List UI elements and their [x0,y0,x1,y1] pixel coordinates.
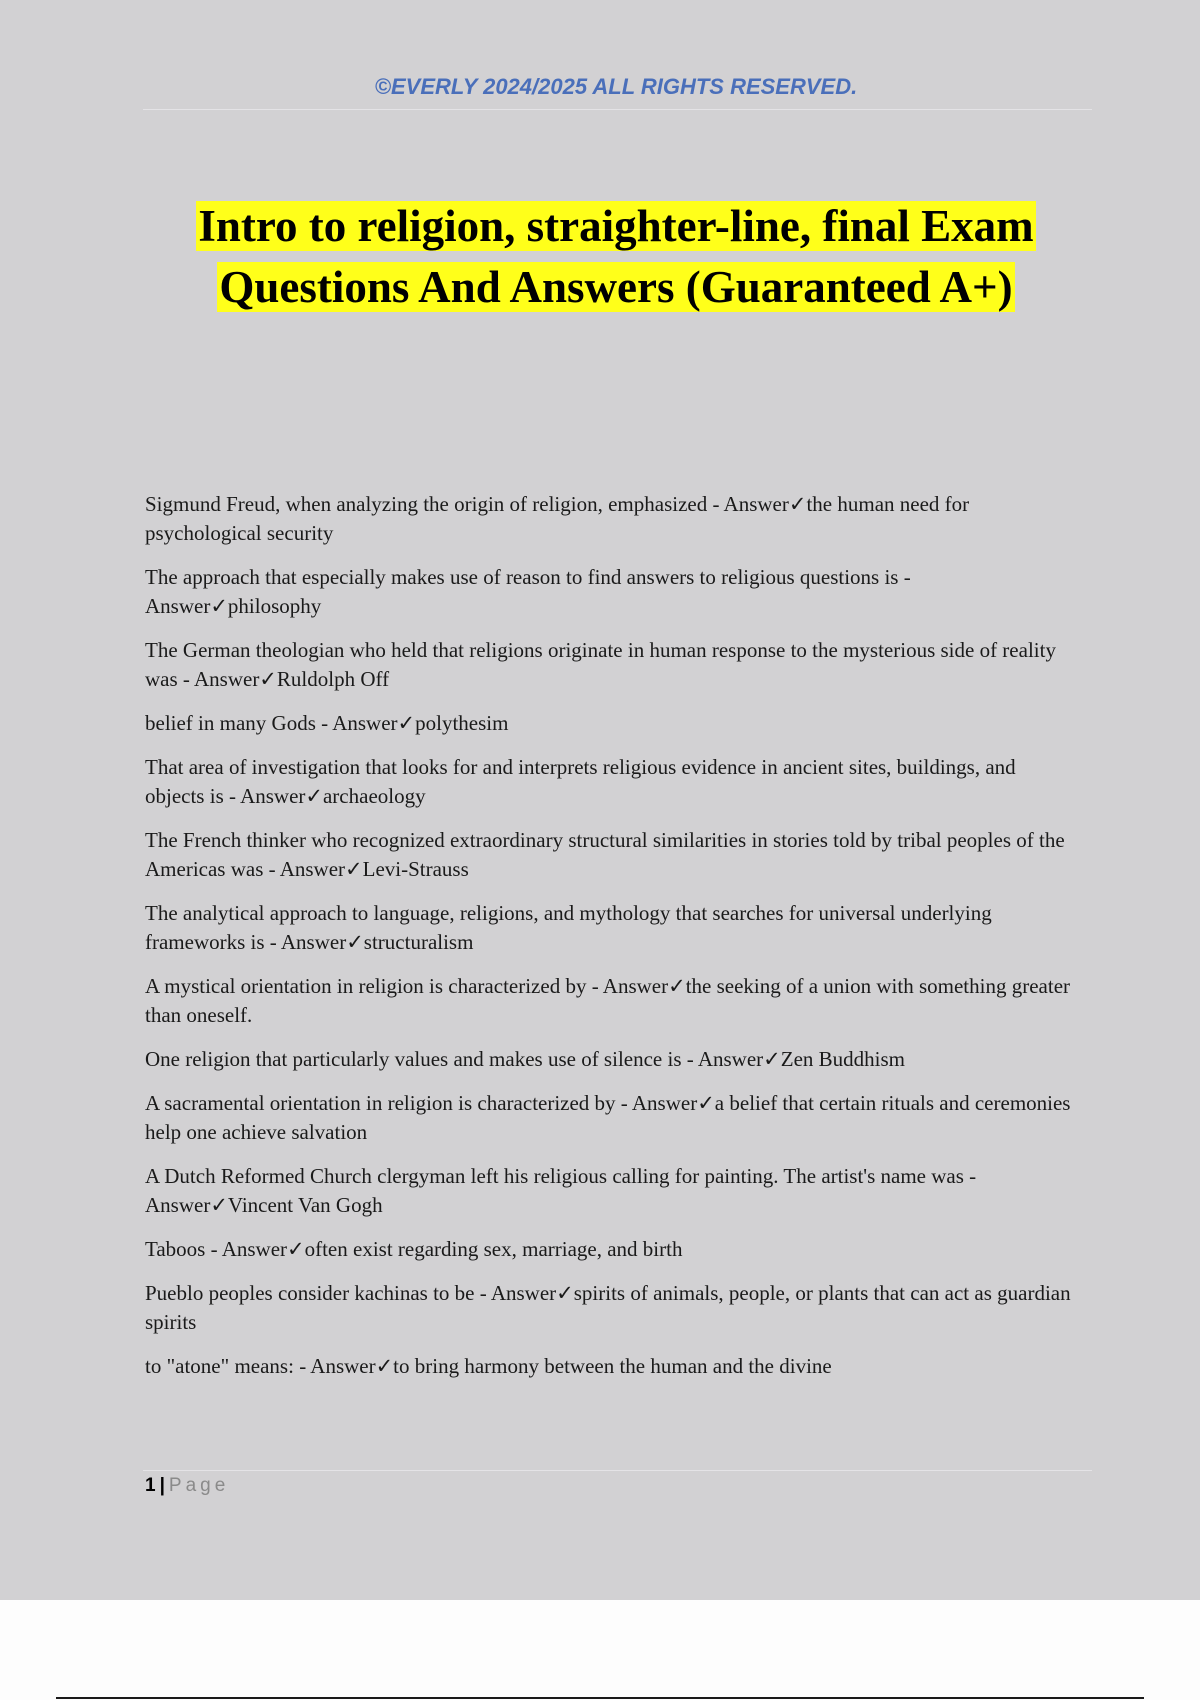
title-line-1-text: Intro to religion, straighter-line, final Exam [198,201,1034,251]
qa-item: The approach that especially makes use of reason to find answers to religious questions is - Answer✓philosophy [145,565,911,618]
qa-item: The analytical approach to language, religions, and mythology that searches for universal underlying frameworks is - Answer✓structuralism [145,901,992,954]
qa-item: Sigmund Freud, when analyzing the origin of religion, emphasized - Answer✓the human need for psychological security [145,492,970,545]
next-page-rule [56,1697,1144,1699]
qa-item: That area of investigation that looks for and interprets religious evidence in ancient sites, buildings, and objects is - Answer✓archaeology [145,755,1016,808]
qa-item: One religion that particularly values and makes use of silence is - Answer✓Zen Buddhism [145,1047,905,1071]
document-title [100,196,1132,318]
question-answer-list [145,490,1075,1396]
qa-item: A mystical orientation in religion is characterized by - Answer✓the seeking of a union with something greater than oneself. [145,974,1071,1027]
qa-item: belief in many Gods - Answer✓polythesim [145,711,509,735]
qa-item: to "atone" means: - Answer✓to bring harmony between the human and the divine [145,1354,832,1378]
qa-item: Taboos - Answer✓often exist regarding sex, marriage, and birth [145,1237,683,1261]
header-divider [143,109,1092,110]
title-line-1 [100,196,1132,257]
qa-item: The French thinker who recognized extraordinary structural similarities in stories told by tribal peoples of the Americas was - Answer✓Levi-Strauss [145,828,1065,881]
page-number-value: 1 [145,1475,156,1496]
page-number [145,1475,229,1497]
qa-item: Pueblo peoples consider kachinas to be - Answer✓spirits of animals, people, or plants that can act as guardian spirits [145,1281,1071,1334]
title-line-2-text: Questions And Answers (Guaranteed A+) [219,262,1013,312]
next-page-preview [0,1600,1200,1700]
page-label: Page [168,1475,230,1496]
qa-item: A Dutch Reformed Church clergyman left his religious calling for painting. The artist's name was - Answer✓Vincent Van Gogh [145,1164,977,1217]
qa-item: The German theologian who held that religions originate in human response to the mysterious side of reality was - Answer✓Ruldolph Off [145,638,1056,691]
qa-item: A sacramental orientation in religion is characterized by - Answer✓a belief that certain rituals and ceremonies help one achieve salvation [145,1091,1071,1144]
copyright-header: ©EVERLY 2024/2025 ALL RIGHTS RESERVED. [374,74,858,99]
footer-divider [143,1470,1092,1471]
page-number-separator: | [159,1475,165,1496]
title-line-2 [100,257,1132,318]
